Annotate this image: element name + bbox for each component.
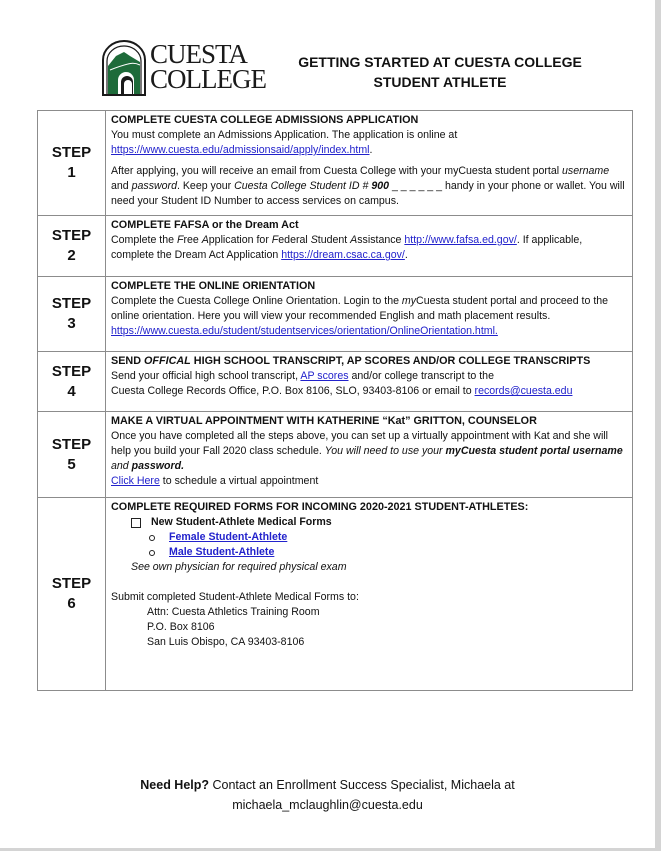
step-paragraph: Send your official high school transcript, AP scores and/or college transcript to the [111, 370, 494, 382]
step-label: STEP [51, 295, 92, 312]
step-number-cell [38, 352, 106, 412]
step-label: STEP [51, 435, 92, 453]
hollow-bullet-icon [149, 550, 155, 556]
step-number-cell [38, 277, 106, 352]
step-heading: COMPLETE REQUIRED FORMS FOR INCOMING 2020-2021 STUDENT-ATHLETES: [111, 501, 529, 513]
step-paragraph: Complete the Free Application for Federal Student Assistance http://www.fafsa.ed.gov/. If applicable, complete the Dream Act Application https://dream.csac.ca.gov/. [111, 234, 583, 261]
table-row-step-3 [38, 277, 633, 352]
female-student-athlete-link[interactable]: Female Student-Athlete [169, 531, 288, 543]
step-content-cell [106, 111, 633, 216]
step-number-cell [38, 111, 106, 216]
header [0, 0, 655, 105]
logo-line-1: CUESTA [150, 39, 247, 69]
address-line: San Luis Obispo, CA 93403-8106 [147, 636, 305, 648]
step-content-cell [106, 352, 633, 412]
checkbox-label: New Student-Athlete Medical Forms [151, 516, 332, 528]
step-content-cell [106, 277, 633, 352]
step-heading: COMPLETE CUESTA COLLEGE ADMISSIONS APPLICATION [111, 114, 419, 126]
step-number: 5 [67, 455, 76, 473]
address-line: P.O. Box 8106 [147, 621, 215, 633]
cuesta-college-logo [100, 39, 266, 96]
ap-scores-link[interactable]: AP scores [300, 370, 349, 382]
step-number-cell [38, 498, 106, 691]
step-heading: COMPLETE FAFSA or the Dream Act [111, 219, 299, 231]
table-row-step-5 [38, 412, 633, 498]
table-row-step-1 [38, 111, 633, 216]
step-number-cell [38, 216, 106, 277]
physician-note: See own physician for required physical exam [131, 561, 347, 573]
logo-wordmark [150, 39, 266, 94]
step-label: STEP [51, 575, 92, 592]
step-paragraph: Click Here to schedule a virtual appointment [111, 475, 319, 487]
admissions-application-link[interactable]: https://www.cuesta.edu/admissionsaid/apply/index.html [111, 144, 370, 156]
online-orientation-link[interactable]: https://www.cuesta.edu/student/studentservices/orientation/OnlineOrientation.html. [111, 325, 498, 337]
step-content-cell [106, 412, 633, 498]
step-label: STEP [51, 227, 92, 244]
need-help-label: Need Help? [140, 778, 210, 792]
step-number: 1 [67, 164, 76, 181]
checkbox-icon[interactable] [131, 518, 141, 528]
step-paragraph: Once you have completed all the steps above, you can set up a virtually appointment with Kat and she will help you build your Fall 2020 class schedule. You will need to use your myCuesta student portal username and password. [111, 430, 623, 472]
step-number: 6 [67, 595, 76, 612]
fafsa-link[interactable]: http://www.fafsa.ed.gov/ [404, 234, 517, 246]
table-row-step-2 [38, 216, 633, 277]
help-text: Contact an Enrollment Success Specialist, Michaela at [209, 778, 515, 792]
step-paragraph: Complete the Cuesta College Online Orientation. Login to the myCuesta student portal and proceed to the online orientation. Here you will view your recommended English and math placement results. https://www.cuesta.edu/student/studentservices/orientation/OnlineOrientation.html. [111, 295, 609, 337]
step-heading: COMPLETE THE ONLINE ORIENTATION [111, 280, 316, 292]
page-title [280, 52, 600, 92]
step-label: STEP [51, 144, 92, 161]
dream-act-link[interactable]: https://dream.csac.ca.gov/ [281, 249, 405, 261]
step-number: 3 [67, 315, 76, 332]
submit-instructions: Submit completed Student-Athlete Medical Forms to: [111, 591, 359, 603]
step-paragraph: After applying, you will receive an email from Cuesta College with your myCuesta student portal username and password. Keep your Cuesta College Student ID # 900 _ _ _ _ _ _ handy in your phone or wallet. You will need your Student ID Number to access services on campus. [111, 165, 625, 207]
table-row-step-4 [38, 352, 633, 412]
step-paragraph: You must complete an Admissions Application. The application is online at https://www.cuesta.edu/admissionsaid/apply/index.html. [111, 129, 458, 156]
step-paragraph: Cuesta College Records Office, P.O. Box 8106, SLO, 93403-8106 or email to records@cuesta.edu [111, 385, 573, 397]
list-item [149, 545, 626, 560]
table-row-step-6 [38, 498, 633, 691]
list-item [149, 530, 626, 545]
page-title-line-2: STUDENT ATHLETE [373, 74, 507, 90]
step-number: 2 [67, 247, 76, 264]
cuesta-arch-logo-icon [100, 40, 148, 96]
step-content-cell [106, 216, 633, 277]
help-email: michaela_mclaughlin@cuesta.edu [232, 798, 423, 812]
medical-forms-checkbox-row [131, 515, 626, 530]
male-student-athlete-link[interactable]: Male Student-Athlete [169, 546, 275, 558]
step-label: STEP [51, 362, 92, 380]
footer-help [60, 775, 595, 815]
address-line: Attn: Cuesta Athletics Training Room [147, 606, 320, 618]
step-number-cell [38, 412, 106, 498]
step-content-cell [106, 498, 633, 691]
records-email-link[interactable]: records@cuesta.edu [474, 385, 573, 397]
click-here-appointment-link[interactable]: Click Here [111, 475, 160, 487]
step-heading: MAKE A VIRTUAL APPOINTMENT WITH KATHERINE “Kat” GRITTON, COUNSELOR [111, 415, 537, 427]
page-title-line-1: GETTING STARTED AT CUESTA COLLEGE [298, 54, 582, 70]
steps-table [37, 110, 633, 691]
step-heading: SEND OFFICAL HIGH SCHOOL TRANSCRIPT, AP SCORES AND/OR COLLEGE TRANSCRIPTS [111, 355, 591, 367]
step-number: 4 [67, 382, 76, 400]
hollow-bullet-icon [149, 535, 155, 541]
logo-line-2: COLLEGE [150, 64, 266, 94]
